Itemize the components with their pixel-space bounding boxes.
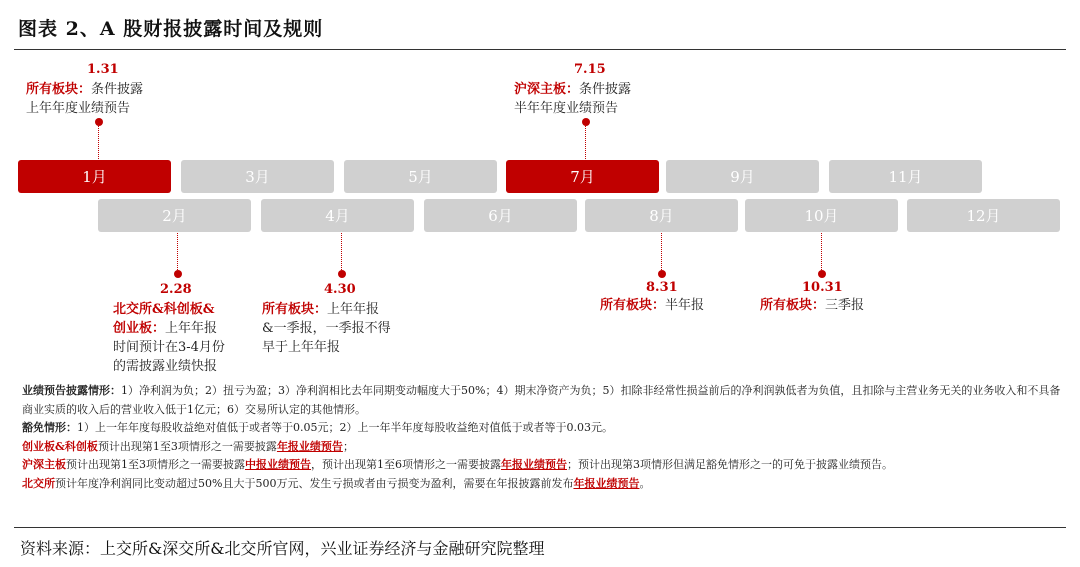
- month-jul: 7月: [506, 160, 659, 193]
- month-mar: 3月: [181, 160, 334, 193]
- event-text-apr: 上年年报: [327, 302, 380, 317]
- event-label-feb: 北交所&科创板&: [113, 302, 215, 317]
- month-nov: 11月: [829, 160, 982, 193]
- marker-dot-aug: [658, 270, 666, 278]
- connector-apr: [341, 233, 342, 270]
- note-beijiao-label: 北交所: [22, 476, 55, 490]
- event-text-jan: 条件披露: [91, 82, 144, 97]
- note-forecast-label: 业绩预告披露情形：: [22, 384, 121, 397]
- figure-title: 图表 2、A 股财报披露时间及规则: [18, 18, 324, 40]
- marker-dot-apr: [338, 270, 346, 278]
- note-forecast: [22, 382, 1062, 419]
- event-annotation-oct: [760, 296, 920, 315]
- note-chuangye-highlight: 年报业绩预告: [276, 439, 343, 453]
- connector-aug: [661, 233, 662, 270]
- event-text-jan-2: 上年年度业绩预告: [26, 101, 131, 116]
- event-text-jul: 条件披露: [579, 82, 632, 97]
- event-date-aug: 8.31: [646, 280, 678, 295]
- note-hushen: [22, 456, 1062, 475]
- event-text-oct: 三季报: [825, 298, 865, 313]
- note-exempt-text: 1）上一年年度每股收益绝对值低于或者等于0.05元；2）上一年半年度每股收益绝对值低于或者等于0.03元。: [77, 421, 613, 434]
- event-text-apr-2: &一季报，一季报不得: [262, 321, 391, 336]
- connector-jan: [98, 126, 99, 159]
- event-label-feb-2: 创业板：: [113, 321, 166, 336]
- event-annotation-jan: [26, 80, 226, 118]
- connector-jul: [585, 126, 586, 159]
- month-jan: 1月: [18, 160, 171, 193]
- event-label-jan: 所有板块：: [26, 82, 92, 97]
- note-exempt: [22, 419, 1062, 438]
- event-label-apr: 所有板块：: [262, 302, 328, 317]
- event-annotation-aug: [600, 296, 760, 315]
- marker-dot-oct: [818, 270, 826, 278]
- marker-dot-jul: [582, 118, 590, 126]
- marker-dot-jan: [95, 118, 103, 126]
- event-label-jul: 沪深主板：: [514, 82, 580, 97]
- month-jun: 6月: [424, 199, 577, 232]
- note-beijiao-end: 。: [639, 476, 651, 490]
- source-note: 资料来源：上交所&深交所&北交所官网，兴业证券经济与金融研究院整理: [20, 539, 545, 558]
- month-may: 5月: [344, 160, 497, 193]
- note-exempt-label: 豁免情形：: [22, 421, 77, 434]
- note-beijiao: [22, 475, 1062, 494]
- month-sep: 9月: [666, 160, 819, 193]
- note-chuangye-end: ；: [342, 439, 354, 453]
- event-annotation-jul: [514, 80, 714, 118]
- top-divider: [14, 49, 1066, 50]
- bottom-divider: [14, 527, 1066, 528]
- note-chuangye-text: 预计出现第1至3项情形之一需要披露: [97, 439, 277, 453]
- note-beijiao-highlight: 年报业绩预告: [573, 476, 640, 490]
- month-feb: 2月: [98, 199, 251, 232]
- note-beijiao-text: 预计年度净利润同比变动超过50%且大于500万元、发生亏损或者由亏损变为盈利，需要在年报披露前发布: [55, 476, 574, 490]
- event-date-feb: 2.28: [160, 282, 192, 297]
- month-oct: 10月: [745, 199, 898, 232]
- event-text-feb-2: 时间预计在3-4月份: [113, 340, 225, 355]
- note-hushen-highlight-2: 年报业绩预告: [501, 458, 567, 471]
- note-hushen-label: 沪深主板: [22, 458, 66, 471]
- event-date-oct: 10.31: [802, 280, 843, 295]
- event-label-aug: 所有板块：: [600, 298, 666, 313]
- event-annotation-apr: [262, 300, 432, 357]
- event-annotation-feb: [113, 300, 258, 376]
- note-chuangye: [22, 438, 1062, 457]
- note-forecast-text: 1）净利润为负；2）扭亏为盈；3）净利润相比去年同期变动幅度大于50%；4）期末净资产为负；5）扣除非经常性损益前后的净利润孰低者为负值，且扣除与主营业务无关的业务收入和不具备商业实质的收入后的营业收入低于1亿元；6）交易所认定的其他情形。: [22, 384, 1061, 416]
- event-text-feb-3: 的需披露业绩快报: [113, 359, 218, 374]
- event-date-apr: 4.30: [324, 282, 356, 297]
- event-text-aug: 半年报: [665, 298, 705, 313]
- note-chuangye-label: 创业板&科创板: [22, 439, 98, 453]
- event-text-jul-2: 半年年度业绩预告: [514, 101, 619, 116]
- note-hushen-text-2: ，预计出现第1至6项情形之一需要披露: [311, 458, 501, 471]
- notes-block: [22, 382, 1062, 493]
- connector-oct: [821, 233, 822, 270]
- event-label-oct: 所有板块：: [760, 298, 826, 313]
- event-text-apr-3: 早于上年年报: [262, 340, 341, 355]
- event-date-jan: 1.31: [87, 62, 119, 77]
- event-text-feb: 上年年报: [165, 321, 218, 336]
- connector-feb: [177, 233, 178, 270]
- event-date-jul: 7.15: [574, 62, 606, 77]
- marker-dot-feb: [174, 270, 182, 278]
- note-hushen-text-1: 预计出现第1至3项情形之一需要披露: [66, 458, 245, 471]
- month-apr: 4月: [261, 199, 414, 232]
- note-hushen-text-3: ；预计出现第3项情形但满足豁免情形之一的可免于披露业绩预告。: [567, 458, 893, 471]
- month-dec: 12月: [907, 199, 1060, 232]
- month-aug: 8月: [585, 199, 738, 232]
- note-hushen-highlight-1: 中报业绩预告: [245, 458, 311, 471]
